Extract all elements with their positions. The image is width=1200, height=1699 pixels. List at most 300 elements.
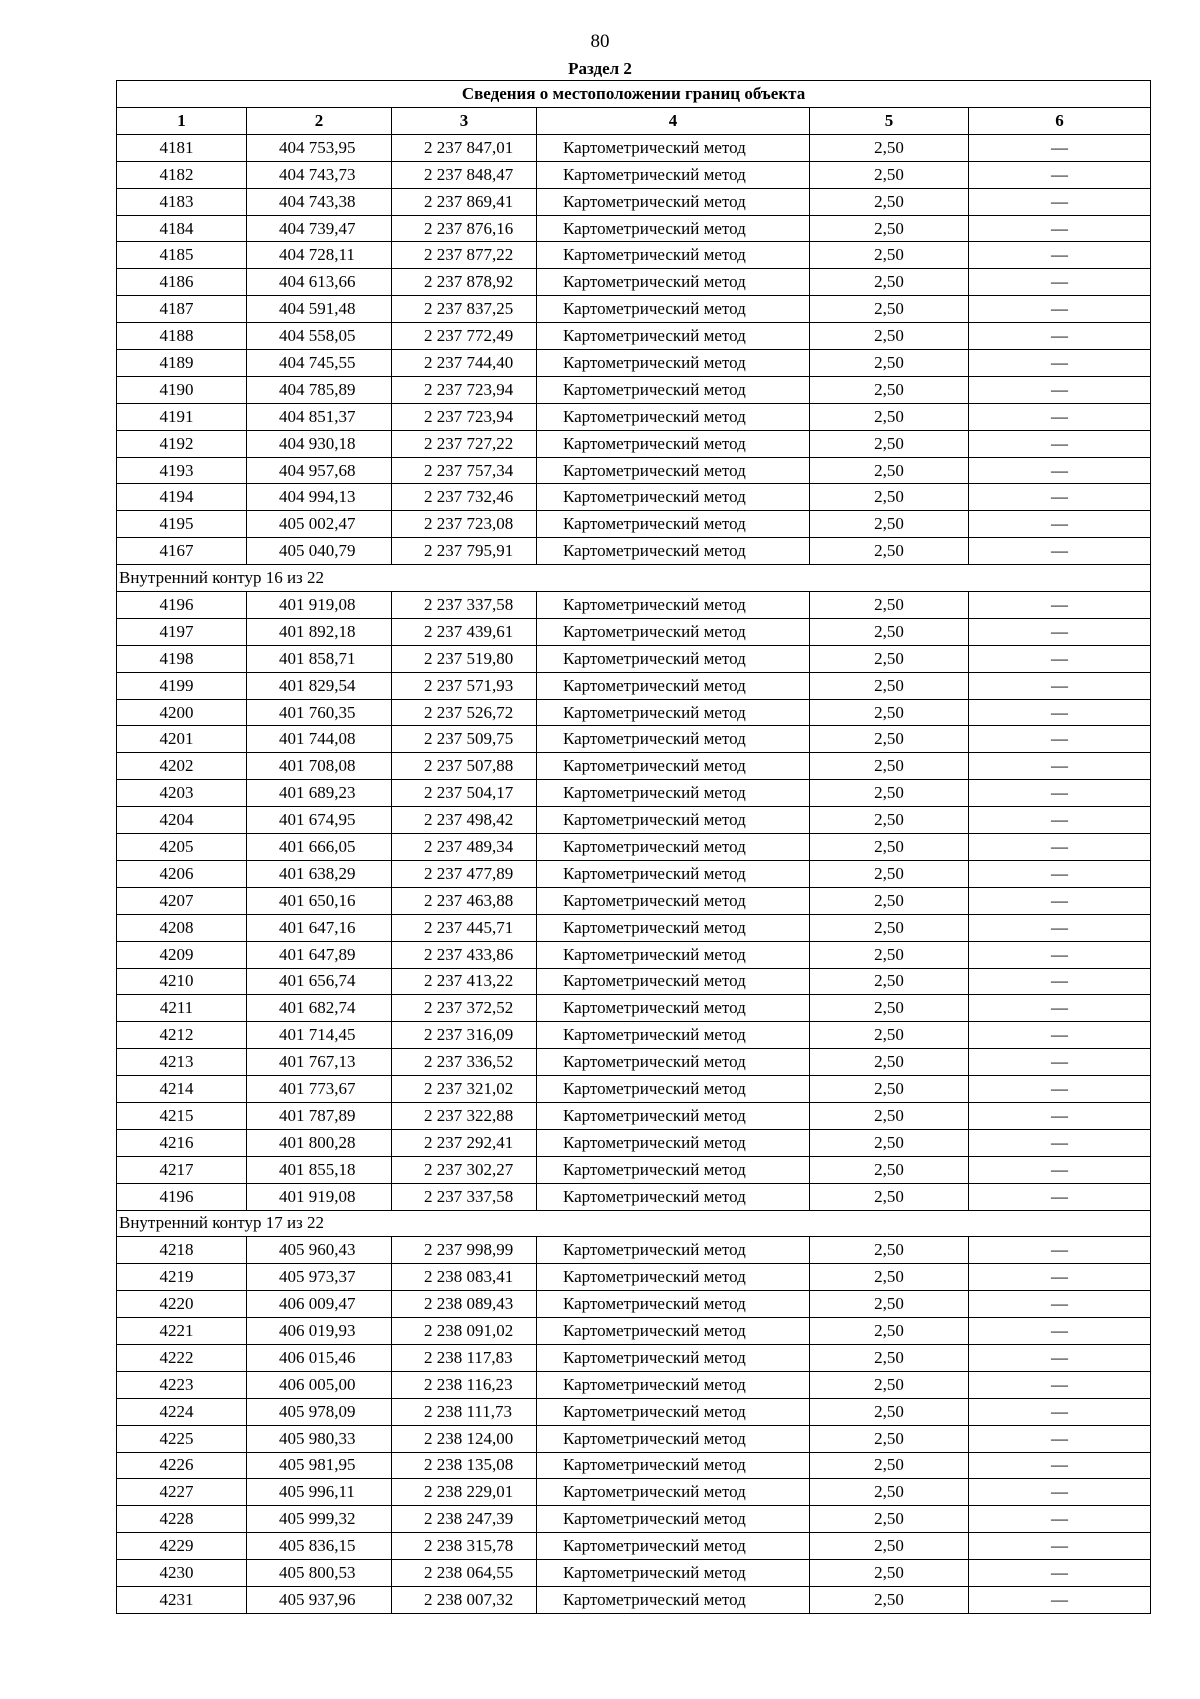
table-row (117, 242, 1151, 269)
y-coordinate-cell: 2 237 998,99 (392, 1237, 537, 1264)
method-cell: Картометрический метод (537, 780, 810, 807)
x-coordinate-cell: 406 005,00 (247, 1371, 392, 1398)
point-number-cell: 4207 (117, 887, 247, 914)
page-number: 80 (590, 31, 610, 52)
y-coordinate-cell: 2 238 135,08 (392, 1452, 537, 1479)
method-cell: Картометрический метод (537, 1506, 810, 1533)
method-cell: Картометрический метод (537, 403, 810, 430)
description-cell: — (969, 1533, 1151, 1560)
description-cell: — (969, 1318, 1151, 1345)
point-number-cell: 4225 (117, 1425, 247, 1452)
table-row (117, 1452, 1151, 1479)
column-header: 3 (392, 108, 537, 135)
table-row (117, 323, 1151, 350)
accuracy-cell: 2,50 (810, 511, 969, 538)
method-cell: Картометрический метод (537, 1049, 810, 1076)
point-number-cell: 4192 (117, 430, 247, 457)
table-row (117, 296, 1151, 323)
table-row (117, 1586, 1151, 1613)
accuracy-cell: 2,50 (810, 968, 969, 995)
description-cell: — (969, 618, 1151, 645)
description-cell: — (969, 161, 1151, 188)
y-coordinate-cell: 2 238 124,00 (392, 1425, 537, 1452)
point-number-cell: 4223 (117, 1371, 247, 1398)
column-header: 1 (117, 108, 247, 135)
accuracy-cell: 2,50 (810, 484, 969, 511)
method-cell: Картометрический метод (537, 592, 810, 619)
accuracy-cell: 2,50 (810, 1291, 969, 1318)
method-cell: Картометрический метод (537, 834, 810, 861)
accuracy-cell: 2,50 (810, 296, 969, 323)
point-number-cell: 4205 (117, 834, 247, 861)
accuracy-cell: 2,50 (810, 1102, 969, 1129)
method-cell: Картометрический метод (537, 430, 810, 457)
method-cell: Картометрический метод (537, 1264, 810, 1291)
y-coordinate-cell: 2 237 723,94 (392, 403, 537, 430)
column-header: 5 (810, 108, 969, 135)
y-coordinate-cell: 2 237 445,71 (392, 914, 537, 941)
accuracy-cell: 2,50 (810, 457, 969, 484)
description-cell: — (969, 1371, 1151, 1398)
y-coordinate-cell: 2 237 439,61 (392, 618, 537, 645)
accuracy-cell: 2,50 (810, 1398, 969, 1425)
table-row (117, 403, 1151, 430)
description-cell: — (969, 1237, 1151, 1264)
accuracy-cell: 2,50 (810, 1156, 969, 1183)
point-number-cell: 4217 (117, 1156, 247, 1183)
method-cell: Картометрический метод (537, 1237, 810, 1264)
description-cell: — (969, 995, 1151, 1022)
point-number-cell: 4220 (117, 1291, 247, 1318)
method-cell: Картометрический метод (537, 860, 810, 887)
y-coordinate-cell: 2 238 091,02 (392, 1318, 537, 1345)
accuracy-cell: 2,50 (810, 134, 969, 161)
y-coordinate-cell: 2 237 336,52 (392, 1049, 537, 1076)
x-coordinate-cell: 405 973,37 (247, 1264, 392, 1291)
accuracy-cell: 2,50 (810, 538, 969, 565)
x-coordinate-cell: 401 773,67 (247, 1076, 392, 1103)
point-number-cell: 4230 (117, 1560, 247, 1587)
y-coordinate-cell: 2 237 489,34 (392, 834, 537, 861)
method-cell: Картометрический метод (537, 1022, 810, 1049)
y-coordinate-cell: 2 237 519,80 (392, 645, 537, 672)
x-coordinate-cell: 401 689,23 (247, 780, 392, 807)
method-cell: Картометрический метод (537, 1479, 810, 1506)
contour-label: Внутренний контур 16 из 22 (117, 565, 1151, 592)
description-cell: — (969, 1049, 1151, 1076)
point-number-cell: 4187 (117, 296, 247, 323)
point-number-cell: 4224 (117, 1398, 247, 1425)
method-cell: Картометрический метод (537, 753, 810, 780)
contour-row (117, 1210, 1151, 1237)
accuracy-cell: 2,50 (810, 995, 969, 1022)
description-cell: — (969, 753, 1151, 780)
table-row (117, 1022, 1151, 1049)
method-cell: Картометрический метод (537, 887, 810, 914)
table-row (117, 1102, 1151, 1129)
y-coordinate-cell: 2 237 848,47 (392, 161, 537, 188)
table-row (117, 511, 1151, 538)
method-cell: Картометрический метод (537, 1344, 810, 1371)
table-row (117, 1398, 1151, 1425)
method-cell: Картометрический метод (537, 699, 810, 726)
point-number-cell: 4191 (117, 403, 247, 430)
method-cell: Картометрический метод (537, 161, 810, 188)
method-cell: Картометрический метод (537, 457, 810, 484)
description-cell: — (969, 134, 1151, 161)
point-number-cell: 4195 (117, 511, 247, 538)
table-row (117, 1344, 1151, 1371)
description-cell: — (969, 1506, 1151, 1533)
x-coordinate-cell: 404 930,18 (247, 430, 392, 457)
table-row (117, 726, 1151, 753)
accuracy-cell: 2,50 (810, 860, 969, 887)
table-row (117, 134, 1151, 161)
x-coordinate-cell: 405 999,32 (247, 1506, 392, 1533)
y-coordinate-cell: 2 237 413,22 (392, 968, 537, 995)
y-coordinate-cell: 2 238 111,73 (392, 1398, 537, 1425)
y-coordinate-cell: 2 237 504,17 (392, 780, 537, 807)
y-coordinate-cell: 2 237 877,22 (392, 242, 537, 269)
y-coordinate-cell: 2 237 878,92 (392, 269, 537, 296)
table-caption: Сведения о местоположении границ объекта (117, 81, 1151, 108)
table-row (117, 1129, 1151, 1156)
x-coordinate-cell: 405 002,47 (247, 511, 392, 538)
x-coordinate-cell: 401 858,71 (247, 645, 392, 672)
x-coordinate-cell: 404 753,95 (247, 134, 392, 161)
description-cell: — (969, 457, 1151, 484)
description-cell: — (969, 269, 1151, 296)
method-cell: Картометрический метод (537, 1291, 810, 1318)
x-coordinate-cell: 404 743,73 (247, 161, 392, 188)
table-row (117, 995, 1151, 1022)
point-number-cell: 4214 (117, 1076, 247, 1103)
point-number-cell: 4226 (117, 1452, 247, 1479)
method-cell: Картометрический метод (537, 484, 810, 511)
point-number-cell: 4211 (117, 995, 247, 1022)
description-cell: — (969, 1183, 1151, 1210)
y-coordinate-cell: 2 237 302,27 (392, 1156, 537, 1183)
accuracy-cell: 2,50 (810, 618, 969, 645)
point-number-cell: 4183 (117, 188, 247, 215)
point-number-cell: 4218 (117, 1237, 247, 1264)
y-coordinate-cell: 2 237 433,86 (392, 941, 537, 968)
y-coordinate-cell: 2 237 316,09 (392, 1022, 537, 1049)
point-number-cell: 4189 (117, 350, 247, 377)
accuracy-cell: 2,50 (810, 1022, 969, 1049)
method-cell: Картометрический метод (537, 296, 810, 323)
method-cell: Картометрический метод (537, 134, 810, 161)
accuracy-cell: 2,50 (810, 403, 969, 430)
point-number-cell: 4167 (117, 538, 247, 565)
x-coordinate-cell: 405 981,95 (247, 1452, 392, 1479)
accuracy-cell: 2,50 (810, 726, 969, 753)
method-cell: Картометрический метод (537, 1129, 810, 1156)
accuracy-cell: 2,50 (810, 376, 969, 403)
table-body (117, 81, 1151, 1614)
accuracy-cell: 2,50 (810, 1318, 969, 1345)
accuracy-cell: 2,50 (810, 1479, 969, 1506)
point-number-cell: 4215 (117, 1102, 247, 1129)
method-cell: Картометрический метод (537, 968, 810, 995)
method-cell: Картометрический метод (537, 323, 810, 350)
method-cell: Картометрический метод (537, 1586, 810, 1613)
description-cell: — (969, 1102, 1151, 1129)
y-coordinate-cell: 2 237 837,25 (392, 296, 537, 323)
x-coordinate-cell: 401 829,54 (247, 672, 392, 699)
table-row (117, 1237, 1151, 1264)
column-header: 4 (537, 108, 810, 135)
description-cell: — (969, 484, 1151, 511)
table-row (117, 968, 1151, 995)
accuracy-cell: 2,50 (810, 1506, 969, 1533)
table-row (117, 1076, 1151, 1103)
description-cell: — (969, 296, 1151, 323)
accuracy-cell: 2,50 (810, 430, 969, 457)
x-coordinate-cell: 405 937,96 (247, 1586, 392, 1613)
y-coordinate-cell: 2 237 321,02 (392, 1076, 537, 1103)
description-cell: — (969, 914, 1151, 941)
method-cell: Картометрический метод (537, 269, 810, 296)
accuracy-cell: 2,50 (810, 592, 969, 619)
accuracy-cell: 2,50 (810, 323, 969, 350)
x-coordinate-cell: 404 994,13 (247, 484, 392, 511)
description-cell: — (969, 1129, 1151, 1156)
x-coordinate-cell: 406 009,47 (247, 1291, 392, 1318)
x-coordinate-cell: 405 980,33 (247, 1425, 392, 1452)
y-coordinate-cell: 2 237 498,42 (392, 807, 537, 834)
method-cell: Картометрический метод (537, 1398, 810, 1425)
method-cell: Картометрический метод (537, 672, 810, 699)
y-coordinate-cell: 2 237 847,01 (392, 134, 537, 161)
table-row (117, 1156, 1151, 1183)
accuracy-cell: 2,50 (810, 1452, 969, 1479)
description-cell: — (969, 538, 1151, 565)
description-cell: — (969, 807, 1151, 834)
y-coordinate-cell: 2 237 744,40 (392, 350, 537, 377)
accuracy-cell: 2,50 (810, 1560, 969, 1587)
accuracy-cell: 2,50 (810, 1371, 969, 1398)
accuracy-cell: 2,50 (810, 161, 969, 188)
point-number-cell: 4200 (117, 699, 247, 726)
table-row (117, 753, 1151, 780)
method-cell: Картометрический метод (537, 1183, 810, 1210)
y-coordinate-cell: 2 237 723,94 (392, 376, 537, 403)
y-coordinate-cell: 2 237 727,22 (392, 430, 537, 457)
table-row (117, 1560, 1151, 1587)
table-row (117, 188, 1151, 215)
description-cell: — (969, 376, 1151, 403)
description-cell: — (969, 430, 1151, 457)
x-coordinate-cell: 404 613,66 (247, 269, 392, 296)
x-coordinate-cell: 405 960,43 (247, 1237, 392, 1264)
accuracy-cell: 2,50 (810, 350, 969, 377)
x-coordinate-cell: 404 785,89 (247, 376, 392, 403)
x-coordinate-cell: 404 739,47 (247, 215, 392, 242)
table-row (117, 941, 1151, 968)
method-cell: Картометрический метод (537, 914, 810, 941)
point-number-cell: 4227 (117, 1479, 247, 1506)
table-row (117, 699, 1151, 726)
table-row (117, 1479, 1151, 1506)
description-cell: — (969, 968, 1151, 995)
accuracy-cell: 2,50 (810, 1425, 969, 1452)
point-number-cell: 4186 (117, 269, 247, 296)
description-cell: — (969, 403, 1151, 430)
description-cell: — (969, 672, 1151, 699)
method-cell: Картометрический метод (537, 376, 810, 403)
x-coordinate-cell: 401 666,05 (247, 834, 392, 861)
accuracy-cell: 2,50 (810, 1049, 969, 1076)
method-cell: Картометрический метод (537, 1076, 810, 1103)
table-row (117, 1506, 1151, 1533)
table-caption-row (117, 81, 1151, 108)
table-row (117, 215, 1151, 242)
description-cell: — (969, 887, 1151, 914)
accuracy-cell: 2,50 (810, 645, 969, 672)
table-row (117, 780, 1151, 807)
table-row (117, 376, 1151, 403)
point-number-cell: 4188 (117, 323, 247, 350)
y-coordinate-cell: 2 237 723,08 (392, 511, 537, 538)
method-cell: Картометрический метод (537, 1425, 810, 1452)
method-cell: Картометрический метод (537, 726, 810, 753)
table-row (117, 1291, 1151, 1318)
x-coordinate-cell: 404 957,68 (247, 457, 392, 484)
description-cell: — (969, 834, 1151, 861)
table-header-row (117, 108, 1151, 135)
description-cell: — (969, 860, 1151, 887)
method-cell: Картометрический метод (537, 941, 810, 968)
method-cell: Картометрический метод (537, 511, 810, 538)
y-coordinate-cell: 2 237 571,93 (392, 672, 537, 699)
x-coordinate-cell: 406 019,93 (247, 1318, 392, 1345)
x-coordinate-cell: 401 855,18 (247, 1156, 392, 1183)
accuracy-cell: 2,50 (810, 1586, 969, 1613)
point-number-cell: 4196 (117, 1183, 247, 1210)
point-number-cell: 4185 (117, 242, 247, 269)
accuracy-cell: 2,50 (810, 242, 969, 269)
x-coordinate-cell: 401 767,13 (247, 1049, 392, 1076)
description-cell: — (969, 242, 1151, 269)
point-number-cell: 4199 (117, 672, 247, 699)
description-cell: — (969, 1586, 1151, 1613)
point-number-cell: 4222 (117, 1344, 247, 1371)
table-row (117, 807, 1151, 834)
x-coordinate-cell: 401 744,08 (247, 726, 392, 753)
table-row (117, 350, 1151, 377)
x-coordinate-cell: 401 638,29 (247, 860, 392, 887)
x-coordinate-cell: 401 708,08 (247, 753, 392, 780)
table-row (117, 1264, 1151, 1291)
accuracy-cell: 2,50 (810, 1183, 969, 1210)
description-cell: — (969, 215, 1151, 242)
y-coordinate-cell: 2 237 337,58 (392, 1183, 537, 1210)
point-number-cell: 4184 (117, 215, 247, 242)
method-cell: Картометрический метод (537, 995, 810, 1022)
y-coordinate-cell: 2 237 795,91 (392, 538, 537, 565)
x-coordinate-cell: 405 996,11 (247, 1479, 392, 1506)
x-coordinate-cell: 404 558,05 (247, 323, 392, 350)
point-number-cell: 4196 (117, 592, 247, 619)
description-cell: — (969, 1291, 1151, 1318)
point-number-cell: 4212 (117, 1022, 247, 1049)
accuracy-cell: 2,50 (810, 699, 969, 726)
section-title: Раздел 2 (568, 59, 632, 78)
x-coordinate-cell: 401 674,95 (247, 807, 392, 834)
description-cell: — (969, 726, 1151, 753)
description-cell: — (969, 592, 1151, 619)
point-number-cell: 4213 (117, 1049, 247, 1076)
x-coordinate-cell: 401 787,89 (247, 1102, 392, 1129)
description-cell: — (969, 188, 1151, 215)
x-coordinate-cell: 401 656,74 (247, 968, 392, 995)
table-row (117, 538, 1151, 565)
point-number-cell: 4231 (117, 1586, 247, 1613)
x-coordinate-cell: 404 743,38 (247, 188, 392, 215)
table-row (117, 672, 1151, 699)
method-cell: Картометрический метод (537, 1533, 810, 1560)
point-number-cell: 4197 (117, 618, 247, 645)
table-row (117, 914, 1151, 941)
method-cell: Картометрический метод (537, 1452, 810, 1479)
contour-row (117, 565, 1151, 592)
accuracy-cell: 2,50 (810, 807, 969, 834)
point-number-cell: 4228 (117, 1506, 247, 1533)
y-coordinate-cell: 2 238 089,43 (392, 1291, 537, 1318)
coordinates-table (116, 80, 1151, 1614)
method-cell: Картометрический метод (537, 215, 810, 242)
point-number-cell: 4181 (117, 134, 247, 161)
y-coordinate-cell: 2 237 477,89 (392, 860, 537, 887)
method-cell: Картометрический метод (537, 618, 810, 645)
accuracy-cell: 2,50 (810, 753, 969, 780)
table-row (117, 484, 1151, 511)
description-cell: — (969, 1264, 1151, 1291)
x-coordinate-cell: 404 851,37 (247, 403, 392, 430)
accuracy-cell: 2,50 (810, 1076, 969, 1103)
y-coordinate-cell: 2 238 064,55 (392, 1560, 537, 1587)
description-cell: — (969, 1344, 1151, 1371)
accuracy-cell: 2,50 (810, 269, 969, 296)
point-number-cell: 4221 (117, 1318, 247, 1345)
point-number-cell: 4206 (117, 860, 247, 887)
accuracy-cell: 2,50 (810, 834, 969, 861)
y-coordinate-cell: 2 238 117,83 (392, 1344, 537, 1371)
accuracy-cell: 2,50 (810, 188, 969, 215)
x-coordinate-cell: 401 760,35 (247, 699, 392, 726)
accuracy-cell: 2,50 (810, 941, 969, 968)
method-cell: Картометрический метод (537, 1560, 810, 1587)
point-number-cell: 4198 (117, 645, 247, 672)
table-row (117, 1183, 1151, 1210)
accuracy-cell: 2,50 (810, 1344, 969, 1371)
accuracy-cell: 2,50 (810, 780, 969, 807)
accuracy-cell: 2,50 (810, 1264, 969, 1291)
method-cell: Картометрический метод (537, 1156, 810, 1183)
y-coordinate-cell: 2 238 247,39 (392, 1506, 537, 1533)
table-row (117, 161, 1151, 188)
point-number-cell: 4202 (117, 753, 247, 780)
point-number-cell: 4193 (117, 457, 247, 484)
point-number-cell: 4216 (117, 1129, 247, 1156)
description-cell: — (969, 1398, 1151, 1425)
description-cell: — (969, 1425, 1151, 1452)
description-cell: — (969, 780, 1151, 807)
description-cell: — (969, 645, 1151, 672)
method-cell: Картометрический метод (537, 645, 810, 672)
description-cell: — (969, 1022, 1151, 1049)
